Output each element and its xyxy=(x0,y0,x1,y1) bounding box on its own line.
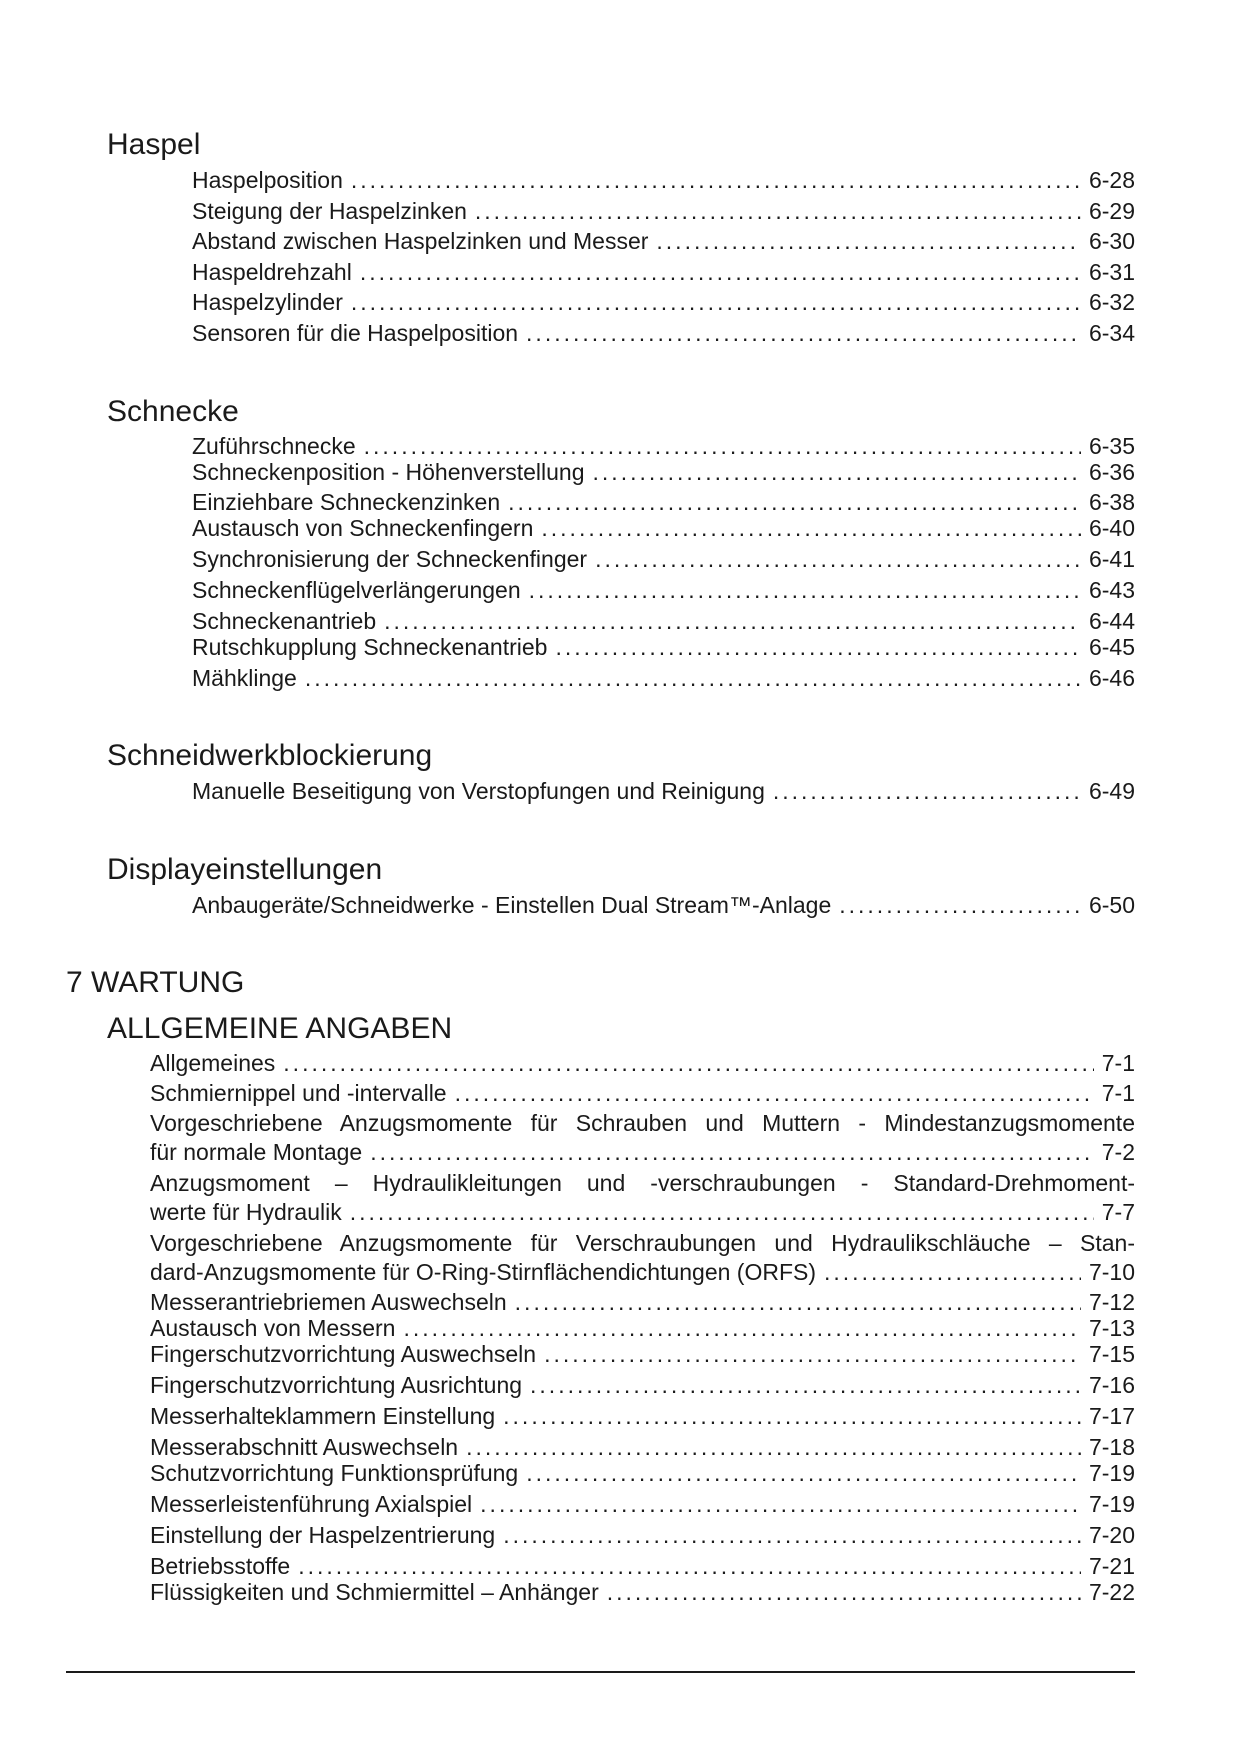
entry-title: Schneckenposition - Höhenverstellung xyxy=(192,459,585,485)
leader-dots xyxy=(593,458,1081,486)
section-title-haspel: Haspel xyxy=(107,128,201,161)
entry-page: 7-12 xyxy=(1088,1289,1135,1315)
entry-title: Steigung der Haspelzinken xyxy=(192,198,467,224)
leader-dots xyxy=(530,1371,1081,1399)
entry-page: 6-32 xyxy=(1088,289,1135,315)
entry-title: Rutschkupplung Schneckenantrieb xyxy=(192,634,548,660)
toc-entry[interactable] xyxy=(192,227,1135,255)
section-title-displayeinstellungen: Displayeinstellungen xyxy=(107,853,383,886)
entry-page: 7-13 xyxy=(1088,1315,1135,1341)
section-title-schneidwerkblockierung: Schneidwerkblockierung xyxy=(107,739,433,772)
entry-page: 6-30 xyxy=(1088,228,1135,254)
leader-dots xyxy=(607,1578,1081,1606)
entry-page: 6-44 xyxy=(1088,608,1135,634)
toc-entry[interactable] xyxy=(192,488,1135,516)
leader-dots xyxy=(824,1258,1081,1286)
entry-title: Sensoren für die Haspelposition xyxy=(192,320,519,346)
entry-page: 6-49 xyxy=(1088,778,1135,804)
leader-dots xyxy=(351,166,1081,194)
entry-title: Fingerschutzvorrichtung Auswechseln xyxy=(150,1341,537,1367)
toc-entry[interactable] xyxy=(150,1258,1135,1286)
leader-dots xyxy=(283,1049,1093,1077)
entry-title: Schmiernippel und -intervalle xyxy=(150,1080,447,1106)
leader-dots xyxy=(298,1552,1081,1580)
leader-dots xyxy=(508,488,1081,516)
entry-page: 6-34 xyxy=(1088,320,1135,346)
section-title-allgemeine-angaben: ALLGEMEINE ANGABEN xyxy=(107,1012,453,1045)
toc-entry[interactable] xyxy=(192,777,1135,805)
entry-page: 6-41 xyxy=(1088,546,1135,572)
entry-title: Manuelle Beseitigung von Verstopfungen und Reinigung xyxy=(192,778,765,804)
toc-entry[interactable] xyxy=(192,664,1135,692)
toc-entry[interactable] xyxy=(150,1578,1135,1606)
toc-entry[interactable] xyxy=(192,514,1135,542)
leader-dots xyxy=(773,777,1081,805)
leader-dots xyxy=(526,319,1081,347)
entry-page: 7-1 xyxy=(1101,1080,1135,1106)
entry-title: werte für Hydraulik xyxy=(150,1199,342,1225)
entry-page: 6-28 xyxy=(1088,167,1135,193)
leader-dots xyxy=(529,576,1081,604)
toc-entry[interactable] xyxy=(150,1049,1135,1077)
entry-page: 7-19 xyxy=(1088,1491,1135,1517)
leader-dots xyxy=(544,1340,1081,1368)
entry-title: Messerabschnitt Auswechseln xyxy=(150,1434,459,1460)
entry-page: 6-38 xyxy=(1088,489,1135,515)
leader-dots xyxy=(305,664,1081,692)
entry-title: Mähklinge xyxy=(192,665,297,691)
leader-dots xyxy=(350,1198,1094,1226)
entry-title: Zuführschnecke xyxy=(192,433,356,459)
entry-page: 6-43 xyxy=(1088,577,1135,603)
entry-page: 7-10 xyxy=(1088,1259,1135,1285)
section-title-schnecke: Schnecke xyxy=(107,395,239,428)
toc-entry[interactable] xyxy=(150,1340,1135,1368)
entry-title: Synchronisierung der Schneckenfinger xyxy=(192,546,588,572)
entry-page: 7-20 xyxy=(1088,1522,1135,1548)
toc-entry[interactable] xyxy=(192,319,1135,347)
entry-page: 7-15 xyxy=(1088,1341,1135,1367)
toc-entry[interactable] xyxy=(192,458,1135,486)
entry-title: Anbaugeräte/Schneidwerke - Einstellen Dual Stream™-Anlage xyxy=(192,892,832,918)
entry-title: Betriebsstoffe xyxy=(150,1553,291,1579)
toc-entry-line1: Vorgeschriebene Anzugsmomente für Verschraubungen und Hydraulikschläuche – Stan- xyxy=(150,1230,1135,1256)
entry-page: 6-46 xyxy=(1088,665,1135,691)
entry-page: 7-2 xyxy=(1101,1139,1135,1165)
toc-entry[interactable] xyxy=(150,1433,1135,1461)
leader-dots xyxy=(455,1079,1094,1107)
toc-entry[interactable] xyxy=(150,1371,1135,1399)
entry-title: Schutzvorrichtung Funktionsprüfung xyxy=(150,1460,519,1486)
toc-entry[interactable] xyxy=(150,1138,1135,1166)
toc-entry[interactable] xyxy=(192,288,1135,316)
toc-entry[interactable] xyxy=(192,607,1135,635)
leader-dots xyxy=(364,432,1081,460)
leader-dots xyxy=(595,545,1081,573)
entry-title: Austausch von Messern xyxy=(150,1315,396,1341)
entry-page: 7-19 xyxy=(1088,1460,1135,1486)
leader-dots xyxy=(503,1521,1081,1549)
leader-dots xyxy=(839,891,1081,919)
entry-title: Messerhalteklammern Einstellung xyxy=(150,1403,496,1429)
entry-page: 7-22 xyxy=(1088,1579,1135,1605)
entry-title: Einstellung der Haspelzentrierung xyxy=(150,1522,496,1548)
toc-entry[interactable] xyxy=(192,545,1135,573)
toc-entry[interactable] xyxy=(192,891,1135,919)
toc-entry[interactable] xyxy=(150,1314,1135,1342)
entry-title: Schneckenantrieb xyxy=(192,608,377,634)
entry-title: Schneckenflügelverlängerungen xyxy=(192,577,521,603)
entry-title: Austausch von Schneckenfingern xyxy=(192,515,534,541)
toc-entry[interactable] xyxy=(150,1079,1135,1107)
entry-page: 7-7 xyxy=(1101,1199,1135,1225)
toc-entry[interactable] xyxy=(150,1198,1135,1226)
toc-entry[interactable] xyxy=(192,166,1135,194)
leader-dots xyxy=(541,514,1081,542)
leader-dots xyxy=(360,258,1081,286)
entry-title: Haspelposition xyxy=(192,167,343,193)
entry-title: Einziehbare Schneckenzinken xyxy=(192,489,501,515)
entry-page: 6-45 xyxy=(1088,634,1135,660)
chapter-title: 7 WARTUNG xyxy=(66,966,245,999)
entry-title: für normale Montage xyxy=(150,1139,363,1165)
toc-entry[interactable] xyxy=(150,1552,1135,1580)
leader-dots xyxy=(475,197,1081,225)
toc-entry[interactable] xyxy=(192,258,1135,286)
entry-title: Flüssigkeiten und Schmiermittel – Anhänger xyxy=(150,1579,599,1605)
entry-page: 7-21 xyxy=(1088,1553,1135,1579)
toc-entry[interactable] xyxy=(192,633,1135,661)
leader-dots xyxy=(370,1138,1094,1166)
entry-page: 6-31 xyxy=(1088,259,1135,285)
entry-page: 7-16 xyxy=(1088,1372,1135,1398)
entry-title: Messerantriebriemen Auswechseln xyxy=(150,1289,507,1315)
entry-page: 6-40 xyxy=(1088,515,1135,541)
entry-title: Haspeldrehzahl xyxy=(192,259,352,285)
toc-entry[interactable] xyxy=(150,1490,1135,1518)
entry-title: Allgemeines xyxy=(150,1050,276,1076)
leader-dots xyxy=(526,1459,1081,1487)
leader-dots xyxy=(351,288,1081,316)
entry-page: 7-1 xyxy=(1101,1050,1135,1076)
entry-title: Messerleistenführung Axialspiel xyxy=(150,1491,473,1517)
toc-entry[interactable] xyxy=(150,1288,1135,1316)
toc-entry-line1: Vorgeschriebene Anzugsmomente für Schrauben und Muttern - Mindestanzugsmomente xyxy=(150,1110,1135,1136)
toc-entry[interactable] xyxy=(150,1521,1135,1549)
toc-entry-line1: Anzugsmoment – Hydraulikleitungen und -verschraubungen - Standard-Drehmoment- xyxy=(150,1170,1135,1196)
entry-page: 7-17 xyxy=(1088,1403,1135,1429)
entry-page: 6-29 xyxy=(1088,198,1135,224)
entry-page: 7-18 xyxy=(1088,1434,1135,1460)
leader-dots xyxy=(384,607,1081,635)
footer-rule xyxy=(66,1671,1135,1673)
entry-page: 6-35 xyxy=(1088,433,1135,459)
leader-dots xyxy=(515,1288,1081,1316)
leader-dots xyxy=(503,1402,1081,1430)
leader-dots xyxy=(656,227,1081,255)
leader-dots xyxy=(555,633,1080,661)
toc-entry[interactable] xyxy=(150,1402,1135,1430)
toc-entry[interactable] xyxy=(192,432,1135,460)
leader-dots xyxy=(466,1433,1081,1461)
entry-title: Fingerschutzvorrichtung Ausrichtung xyxy=(150,1372,523,1398)
toc-entry[interactable] xyxy=(192,197,1135,225)
entry-title: Abstand zwischen Haspelzinken und Messer xyxy=(192,228,649,254)
leader-dots xyxy=(480,1490,1081,1518)
entry-page: 6-50 xyxy=(1088,892,1135,918)
entry-title: Haspelzylinder xyxy=(192,289,343,315)
toc-entry[interactable] xyxy=(150,1459,1135,1487)
entry-page: 6-36 xyxy=(1088,459,1135,485)
leader-dots xyxy=(403,1314,1081,1342)
entry-title: dard-Anzugsmomente für O-Ring-Stirnflächendichtungen (ORFS) xyxy=(150,1259,817,1285)
toc-entry[interactable] xyxy=(192,576,1135,604)
